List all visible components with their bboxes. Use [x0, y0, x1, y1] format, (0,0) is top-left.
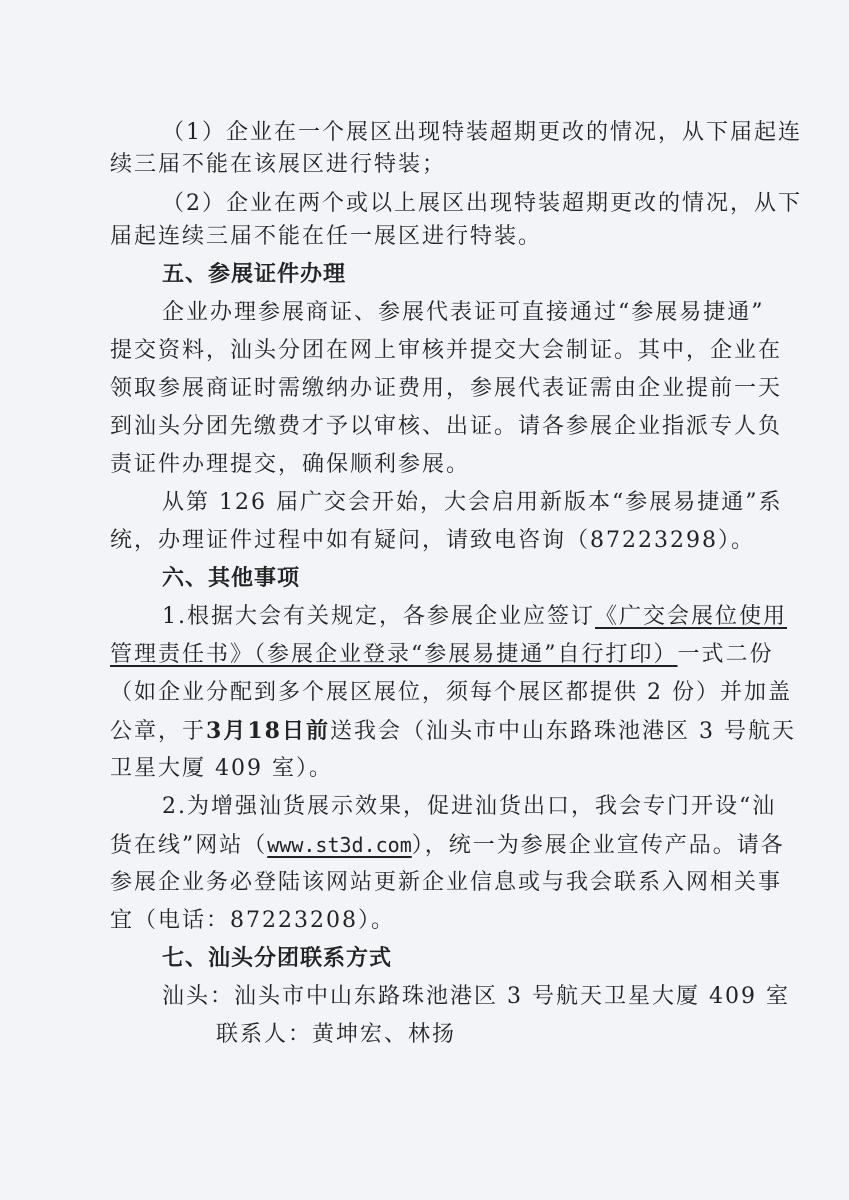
- section6-p2-line4: 宜（电话：87223208）。: [110, 908, 395, 933]
- section5-p1-line2: 提交资料，汕头分团在网上审核并提交大会制证。其中，企业在: [110, 338, 783, 363]
- section6-p1-line4: [110, 716, 796, 747]
- item1-line1: （1）企业在一个展区出现特装超期更改的情况，从下届起连: [162, 120, 802, 145]
- section5-p1-line4: 到汕头分团先缴费才予以审核、出证。请各参展企业指派专人负: [110, 414, 783, 439]
- section6-p2-line2-a: 货在线”网站（: [110, 833, 268, 858]
- section6-p1-line4-c: 送我会（汕头市中山东路珠池港区 3 号航天: [329, 719, 796, 744]
- section6-p2-line3: 参展企业务必登陆该网站更新企业信息或与我会联系入网相关事: [110, 870, 783, 895]
- website-link[interactable]: www.st3d.com: [267, 833, 412, 857]
- contact-address: 汕头：汕头市中山东路珠池港区 3 号航天卫星大厦 409 室: [162, 984, 790, 1009]
- contact-persons: 联系人：黄坤宏、林扬: [216, 1022, 457, 1047]
- section5-p1-line3: 领取参展商证时需缴纳办证费用，参展代表证需由企业提前一天: [110, 376, 783, 401]
- responsibility-doc-title-end: 管理责任书》（参展企业登录“参展易捷通”自行打印）: [110, 642, 678, 667]
- item2-line1: （2）企业在两个或以上展区出现特装超期更改的情况，从下: [162, 191, 802, 216]
- responsibility-doc-title-start: 《广交会展位使用: [595, 604, 788, 629]
- item2-line2: 届起连续三届不能在任一展区进行特装。: [110, 224, 543, 249]
- section7-heading: 七、汕头分团联系方式: [162, 946, 393, 971]
- section6-p1-line5: 卫星大厦 409 室）。: [110, 756, 333, 781]
- section6-p2-line1: 2.为增强汕货展示效果，促进汕货出口，我会专门开设“汕: [162, 794, 777, 819]
- section5-p2-line1: 从第 126 届广交会开始，大会启用新版本“参展易捷通”系: [162, 490, 783, 515]
- section6-p1-line3: （如企业分配到多个展区展位，须每个展区都提供 2 份）并加盖: [110, 680, 792, 705]
- section6-p1-line4-a: 公章，于: [110, 719, 207, 744]
- section6-p1-line1: [162, 602, 787, 632]
- section6-p1-line1-text: 1.根据大会有关规定，各参展企业应签订: [162, 604, 595, 629]
- section5-p1-line1: 企业办理参展商证、参展代表证可直接通过“参展易捷通”: [162, 300, 765, 325]
- section5-p2-line2: 统，办理证件过程中如有疑问，请致电咨询（87223298）。: [110, 528, 755, 553]
- section6-p1-line2-text: 一式二份: [677, 642, 774, 667]
- section6-p1-line2: [110, 640, 774, 670]
- section6-p2-line2: [110, 830, 785, 861]
- section6-p2-line2-b: ），统一为参展企业宣传产品。请各: [411, 833, 785, 858]
- section5-p1-line5: 责证件办理提交，确保顺利参展。: [110, 452, 471, 477]
- item1-line2: 续三届不能在该展区进行特装；: [110, 152, 447, 177]
- deadline-date: 3月18日前: [206, 718, 330, 744]
- section5-heading: 五、参展证件办理: [162, 262, 347, 287]
- section6-heading: 六、其他事项: [162, 566, 301, 591]
